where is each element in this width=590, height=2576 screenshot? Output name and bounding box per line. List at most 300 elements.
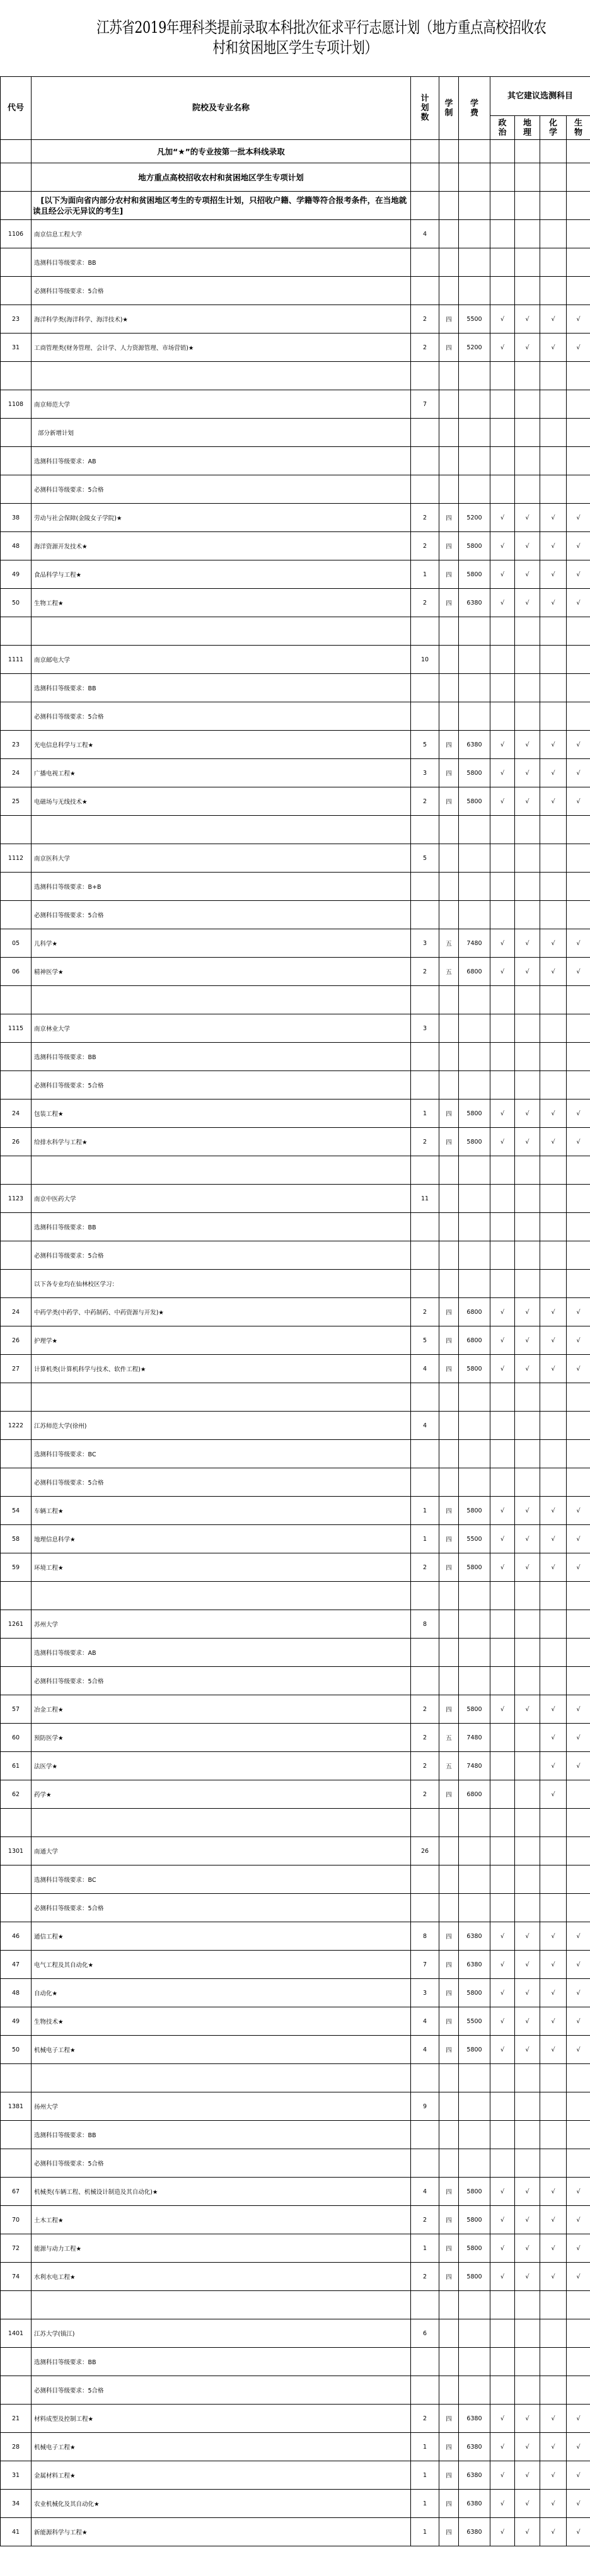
check-icon-chemistry: √	[540, 1497, 567, 1525]
plan-count: 1	[411, 1099, 439, 1128]
check-icon-geography: √	[515, 1298, 540, 1326]
major-name: 通信工程★	[32, 1922, 411, 1951]
major-name: 材料成型及控制工程★	[32, 2405, 411, 2433]
check-icon-politics: √	[490, 759, 515, 787]
check-icon-geography: √	[515, 1951, 540, 1979]
check-icon-chemistry: √	[540, 1780, 567, 1809]
requirement-text: 必测科目等级要求：5合格	[32, 475, 411, 504]
school-name: 南京医科大学	[32, 844, 411, 873]
major-name: 车辆工程★	[32, 1497, 411, 1525]
check-icon-chemistry: √	[540, 589, 567, 617]
check-icon-politics: √	[490, 504, 515, 532]
plan-count: 5	[411, 844, 439, 873]
school-row	[1, 220, 590, 248]
major-row	[1, 2263, 590, 2291]
school-row	[1, 2319, 590, 2348]
check-icon-chemistry: √	[540, 1553, 567, 1582]
tuition-fee: 5800	[459, 1099, 490, 1128]
header-code: 代号	[1, 77, 32, 140]
major-code: 62	[1, 1780, 32, 1809]
plan-count: 3	[411, 929, 439, 958]
plan-count: 2	[411, 1298, 439, 1326]
check-icon-politics: √	[490, 731, 515, 759]
tuition-fee: 5200	[459, 504, 490, 532]
major-code: 48	[1, 532, 32, 560]
program-years: 四	[439, 2405, 459, 2433]
empty-cell-geography	[515, 1724, 540, 1752]
school-code: 1112	[1, 844, 32, 873]
requirement-text: 选测科目等级要求：BB	[32, 1213, 411, 1241]
check-icon-geography: √	[515, 731, 540, 759]
header-subject-biology: 生物	[567, 116, 590, 140]
check-icon-biology: √	[567, 1525, 590, 1553]
program-years: 四	[439, 1922, 459, 1951]
plan-count: 11	[411, 1185, 439, 1213]
major-row	[1, 731, 590, 759]
plan-count: 4	[411, 1412, 439, 1440]
check-icon-biology: √	[567, 2433, 590, 2461]
check-icon-chemistry: √	[540, 334, 567, 362]
requirement-text: 选测科目等级要求：BB	[32, 2121, 411, 2149]
tuition-fee: 6380	[459, 1951, 490, 1979]
school-name: 南京中医药大学	[32, 1185, 411, 1213]
requirement-row	[1, 674, 590, 702]
empty-cell-politics	[490, 1724, 515, 1752]
check-icon-biology: √	[567, 1951, 590, 1979]
check-icon-chemistry: √	[540, 2178, 567, 2206]
check-icon-chemistry: √	[540, 2234, 567, 2263]
check-icon-biology: √	[567, 1355, 590, 1383]
major-code: 21	[1, 2405, 32, 2433]
check-icon-politics: √	[490, 1355, 515, 1383]
program-years: 四	[439, 1497, 459, 1525]
check-icon-politics: √	[490, 1128, 515, 1156]
school-name: 南京邮电大学	[32, 646, 411, 674]
plan-count: 2	[411, 1724, 439, 1752]
major-row	[1, 1525, 590, 1553]
plan-count: 2	[411, 2263, 439, 2291]
check-icon-politics: √	[490, 589, 515, 617]
tuition-fee: 5500	[459, 1525, 490, 1553]
requirement-text: 必测科目等级要求：5合格	[32, 1894, 411, 1922]
star-note: 凡加“★”的专业按第一批本科线录取	[32, 140, 411, 163]
major-code: 24	[1, 759, 32, 787]
requirement-row	[1, 702, 590, 731]
check-icon-chemistry: √	[540, 1979, 567, 2007]
major-row	[1, 2490, 590, 2518]
major-row	[1, 1553, 590, 1582]
requirement-row	[1, 1468, 590, 1497]
major-name: 电气工程及其自动化★	[32, 1951, 411, 1979]
check-icon-chemistry: √	[540, 958, 567, 986]
tuition-fee: 5800	[459, 2234, 490, 2263]
tuition-fee: 5800	[459, 1497, 490, 1525]
check-icon-biology: √	[567, 2263, 590, 2291]
check-icon-geography: √	[515, 560, 540, 589]
program-years: 四	[439, 1695, 459, 1724]
requirement-text: 必测科目等级要求：5合格	[32, 1667, 411, 1695]
plan-count: 1	[411, 560, 439, 589]
tuition-fee: 5800	[459, 2206, 490, 2234]
major-row	[1, 1497, 590, 1525]
tuition-fee: 5500	[459, 305, 490, 334]
program-years: 四	[439, 589, 459, 617]
major-row	[1, 1128, 590, 1156]
major-name: 生物工程★	[32, 589, 411, 617]
check-icon-biology: √	[567, 532, 590, 560]
requirement-row	[1, 1043, 590, 1071]
check-icon-chemistry: √	[540, 2518, 567, 2546]
major-code: 60	[1, 1724, 32, 1752]
check-icon-politics: √	[490, 2234, 515, 2263]
check-icon-chemistry: √	[540, 305, 567, 334]
program-years: 四	[439, 2263, 459, 2291]
check-icon-geography: √	[515, 504, 540, 532]
note-row-plan	[1, 163, 590, 192]
plan-count: 2	[411, 305, 439, 334]
requirement-text: 部分新增计划	[32, 419, 411, 447]
major-code: 47	[1, 1951, 32, 1979]
plan-count: 4	[411, 2178, 439, 2206]
tuition-fee: 5200	[459, 334, 490, 362]
check-icon-politics: √	[490, 1525, 515, 1553]
spacer-row	[1, 816, 590, 844]
check-icon-biology: √	[567, 1695, 590, 1724]
note-row-star	[1, 140, 590, 163]
requirement-text: 必测科目等级要求：5合格	[32, 277, 411, 305]
check-icon-biology: √	[567, 2518, 590, 2546]
requirement-text: 必测科目等级要求：5合格	[32, 1071, 411, 1099]
major-row	[1, 1326, 590, 1355]
check-icon-geography: √	[515, 2490, 540, 2518]
major-name: 冶金工程★	[32, 1695, 411, 1724]
program-years: 四	[439, 2461, 459, 2490]
requirement-text: 必测科目等级要求：5合格	[32, 1241, 411, 1270]
program-years: 四	[439, 1298, 459, 1326]
tuition-fee: 6380	[459, 2518, 490, 2546]
check-icon-geography: √	[515, 958, 540, 986]
check-icon-chemistry: √	[540, 532, 567, 560]
check-icon-chemistry: √	[540, 2405, 567, 2433]
check-icon-geography: √	[515, 2234, 540, 2263]
check-icon-chemistry: √	[540, 2490, 567, 2518]
school-name: 扬州大学	[32, 2092, 411, 2121]
tuition-fee: 5800	[459, 1553, 490, 1582]
major-row	[1, 2433, 590, 2461]
plan-count: 5	[411, 731, 439, 759]
school-name: 苏州大学	[32, 1610, 411, 1639]
check-icon-chemistry: √	[540, 560, 567, 589]
major-row	[1, 787, 590, 816]
requirement-text: 选测科目等级要求：AB	[32, 1639, 411, 1667]
check-icon-politics: √	[490, 1979, 515, 2007]
program-years: 四	[439, 2234, 459, 2263]
plan-count: 6	[411, 2319, 439, 2348]
major-name: 自动化★	[32, 1979, 411, 2007]
major-row	[1, 1951, 590, 1979]
requirement-text: 选测科目等级要求：BB	[32, 2348, 411, 2376]
check-icon-biology: √	[567, 1752, 590, 1780]
major-row	[1, 560, 590, 589]
major-row	[1, 1695, 590, 1724]
header-subject-geography: 地理	[515, 116, 540, 140]
program-years: 四	[439, 1979, 459, 2007]
tuition-fee: 5800	[459, 532, 490, 560]
plan-count: 4	[411, 220, 439, 248]
check-icon-chemistry: √	[540, 731, 567, 759]
major-code: 49	[1, 560, 32, 589]
requirement-text: 必测科目等级要求：5合格	[32, 2376, 411, 2405]
plan-count: 2	[411, 589, 439, 617]
check-icon-biology: √	[567, 1497, 590, 1525]
spacer-row	[1, 2064, 590, 2092]
plan-count: 2	[411, 1695, 439, 1724]
major-row	[1, 1724, 590, 1752]
check-icon-politics: √	[490, 929, 515, 958]
major-name: 海洋科学类(海洋科学、海洋技术)★	[32, 305, 411, 334]
major-row	[1, 532, 590, 560]
major-name: 机械电子工程★	[32, 2036, 411, 2064]
check-icon-geography: √	[515, 1128, 540, 1156]
check-icon-politics: √	[490, 958, 515, 986]
check-icon-biology: √	[567, 2036, 590, 2064]
enrollment-plan-table	[0, 76, 590, 2546]
major-row	[1, 1355, 590, 1383]
program-years: 四	[439, 334, 459, 362]
header-subject-chemistry: 化学	[540, 116, 567, 140]
major-name: 环境工程★	[32, 1553, 411, 1582]
check-icon-biology: √	[567, 334, 590, 362]
school-name: 南京师范大学	[32, 390, 411, 419]
check-icon-biology: √	[567, 787, 590, 816]
plan-count: 2	[411, 1128, 439, 1156]
check-icon-chemistry: √	[540, 1298, 567, 1326]
check-icon-geography: √	[515, 759, 540, 787]
plan-count: 1	[411, 2433, 439, 2461]
check-icon-geography: √	[515, 1553, 540, 1582]
major-name: 土木工程★	[32, 2206, 411, 2234]
major-code: 28	[1, 2433, 32, 2461]
check-icon-politics: √	[490, 1497, 515, 1525]
requirement-row	[1, 2121, 590, 2149]
check-icon-chemistry: √	[540, 929, 567, 958]
tuition-fee: 6800	[459, 1780, 490, 1809]
program-years: 四	[439, 731, 459, 759]
requirement-row	[1, 1440, 590, 1468]
requirement-text: 选测科目等级要求：AB	[32, 447, 411, 475]
major-name: 精神医学★	[32, 958, 411, 986]
program-years: 五	[439, 929, 459, 958]
requirement-text: 选测科目等级要求：BB	[32, 1043, 411, 1071]
check-icon-geography: √	[515, 1497, 540, 1525]
requirement-row	[1, 1894, 590, 1922]
document-title	[53, 18, 547, 58]
school-code: 1401	[1, 2319, 32, 2348]
major-name: 儿科学★	[32, 929, 411, 958]
requirement-row	[1, 1071, 590, 1099]
check-icon-geography: √	[515, 589, 540, 617]
tuition-fee: 6800	[459, 1298, 490, 1326]
requirement-text: 必测科目等级要求：5合格	[32, 1468, 411, 1497]
plan-count: 3	[411, 1014, 439, 1043]
tuition-fee: 6800	[459, 958, 490, 986]
requirement-row	[1, 277, 590, 305]
program-years: 四	[439, 1326, 459, 1355]
plan-count: 4	[411, 1355, 439, 1383]
check-icon-biology: √	[567, 2178, 590, 2206]
plan-count: 5	[411, 1326, 439, 1355]
major-row	[1, 334, 590, 362]
major-code: 70	[1, 2206, 32, 2234]
program-years: 四	[439, 532, 459, 560]
major-code: 26	[1, 1326, 32, 1355]
program-years: 四	[439, 2036, 459, 2064]
major-row	[1, 2036, 590, 2064]
program-years: 四	[439, 1951, 459, 1979]
check-icon-biology: √	[567, 1724, 590, 1752]
major-name: 给排水科学与工程★	[32, 1128, 411, 1156]
tuition-fee: 6380	[459, 2433, 490, 2461]
check-icon-chemistry: √	[540, 1695, 567, 1724]
major-name: 金属材料工程★	[32, 2461, 411, 2490]
major-name: 生物技术★	[32, 2007, 411, 2036]
check-icon-chemistry: √	[540, 2263, 567, 2291]
spacer-row	[1, 2291, 590, 2319]
major-row	[1, 2461, 590, 2490]
check-icon-geography: √	[515, 1099, 540, 1128]
major-code: 74	[1, 2263, 32, 2291]
tuition-fee: 5800	[459, 1979, 490, 2007]
plan-count: 10	[411, 646, 439, 674]
plan-count: 1	[411, 2461, 439, 2490]
check-icon-geography: √	[515, 2206, 540, 2234]
requirement-row	[1, 475, 590, 504]
plan-count: 1	[411, 1525, 439, 1553]
check-icon-biology: √	[567, 1553, 590, 1582]
check-icon-biology: √	[567, 560, 590, 589]
program-years: 五	[439, 1724, 459, 1752]
major-row	[1, 1979, 590, 2007]
check-icon-biology: √	[567, 1099, 590, 1128]
check-icon-chemistry: √	[540, 1724, 567, 1752]
requirement-row	[1, 447, 590, 475]
major-name: 水利水电工程★	[32, 2263, 411, 2291]
check-icon-biology: √	[567, 1128, 590, 1156]
check-icon-chemistry: √	[540, 2007, 567, 2036]
major-name: 劳动与社会保障(金陵女子学院)★	[32, 504, 411, 532]
school-row	[1, 844, 590, 873]
check-icon-geography: √	[515, 1979, 540, 2007]
major-row	[1, 759, 590, 787]
major-code: 59	[1, 1553, 32, 1582]
requirement-row	[1, 873, 590, 901]
check-icon-biology: √	[567, 305, 590, 334]
plan-count: 1	[411, 1497, 439, 1525]
check-icon-geography: √	[515, 1922, 540, 1951]
check-icon-politics: √	[490, 2461, 515, 2490]
school-code: 1301	[1, 1837, 32, 1865]
check-icon-geography: √	[515, 2263, 540, 2291]
check-icon-chemistry: √	[540, 1922, 567, 1951]
school-code: 1222	[1, 1412, 32, 1440]
check-icon-chemistry: √	[540, 787, 567, 816]
check-icon-chemistry: √	[540, 2461, 567, 2490]
plan-count: 2	[411, 1752, 439, 1780]
requirement-text: 必测科目等级要求：5合格	[32, 2149, 411, 2178]
requirement-row	[1, 1213, 590, 1241]
major-row	[1, 305, 590, 334]
program-years: 四	[439, 560, 459, 589]
tuition-fee: 6380	[459, 589, 490, 617]
header-plan: 计划数	[411, 77, 439, 140]
empty-cell-geography	[515, 1752, 540, 1780]
header-name: 院校及专业名称	[32, 77, 411, 140]
major-name: 计算机类(计算机科学与技术、软件工程)★	[32, 1355, 411, 1383]
check-icon-politics: √	[490, 532, 515, 560]
note-row-eligibility	[1, 192, 590, 220]
check-icon-politics: √	[490, 1951, 515, 1979]
check-icon-geography: √	[515, 1525, 540, 1553]
check-icon-geography: √	[515, 2007, 540, 2036]
major-code: 58	[1, 1525, 32, 1553]
major-row	[1, 504, 590, 532]
requirement-text: 必测科目等级要求：5合格	[32, 901, 411, 929]
plan-count: 2	[411, 1553, 439, 1582]
check-icon-biology: √	[567, 1979, 590, 2007]
check-icon-chemistry: √	[540, 2036, 567, 2064]
major-name: 中药学类(中药学、中药制药、中药资源与开发)★	[32, 1298, 411, 1326]
empty-cell-politics	[490, 1780, 515, 1809]
header-subject-politics: 政治	[490, 116, 515, 140]
requirement-text: 必测科目等级要求：5合格	[32, 702, 411, 731]
header-subjects-group: 其它建议选测科目	[490, 77, 590, 116]
school-row	[1, 1837, 590, 1865]
requirement-row	[1, 1241, 590, 1270]
check-icon-biology: √	[567, 759, 590, 787]
check-icon-politics: √	[490, 2206, 515, 2234]
plan-count: 9	[411, 2092, 439, 2121]
program-years: 四	[439, 2178, 459, 2206]
major-code: 24	[1, 1298, 32, 1326]
major-name: 农业机械化及其自动化★	[32, 2490, 411, 2518]
check-icon-chemistry: √	[540, 1099, 567, 1128]
tuition-fee: 5800	[459, 787, 490, 816]
check-icon-biology: √	[567, 1298, 590, 1326]
major-code: 57	[1, 1695, 32, 1724]
check-icon-politics: √	[490, 560, 515, 589]
plan-count: 7	[411, 390, 439, 419]
check-icon-geography: √	[515, 1695, 540, 1724]
header-fee: 学费	[459, 77, 490, 140]
major-code: 67	[1, 2178, 32, 2206]
check-icon-chemistry: √	[540, 1525, 567, 1553]
major-row	[1, 2178, 590, 2206]
spacer-row	[1, 1383, 590, 1412]
tuition-fee: 5800	[459, 2263, 490, 2291]
school-code: 1381	[1, 2092, 32, 2121]
check-icon-biology: √	[567, 2206, 590, 2234]
program-years: 四	[439, 787, 459, 816]
check-icon-geography: √	[515, 1326, 540, 1355]
plan-count: 8	[411, 1610, 439, 1639]
plan-count: 3	[411, 759, 439, 787]
tuition-fee: 5800	[459, 759, 490, 787]
program-years: 四	[439, 1780, 459, 1809]
check-icon-politics: √	[490, 787, 515, 816]
check-icon-biology: √	[567, 2405, 590, 2433]
check-icon-politics: √	[490, 1298, 515, 1326]
requirement-text: 选测科目等级要求：BB	[32, 248, 411, 277]
